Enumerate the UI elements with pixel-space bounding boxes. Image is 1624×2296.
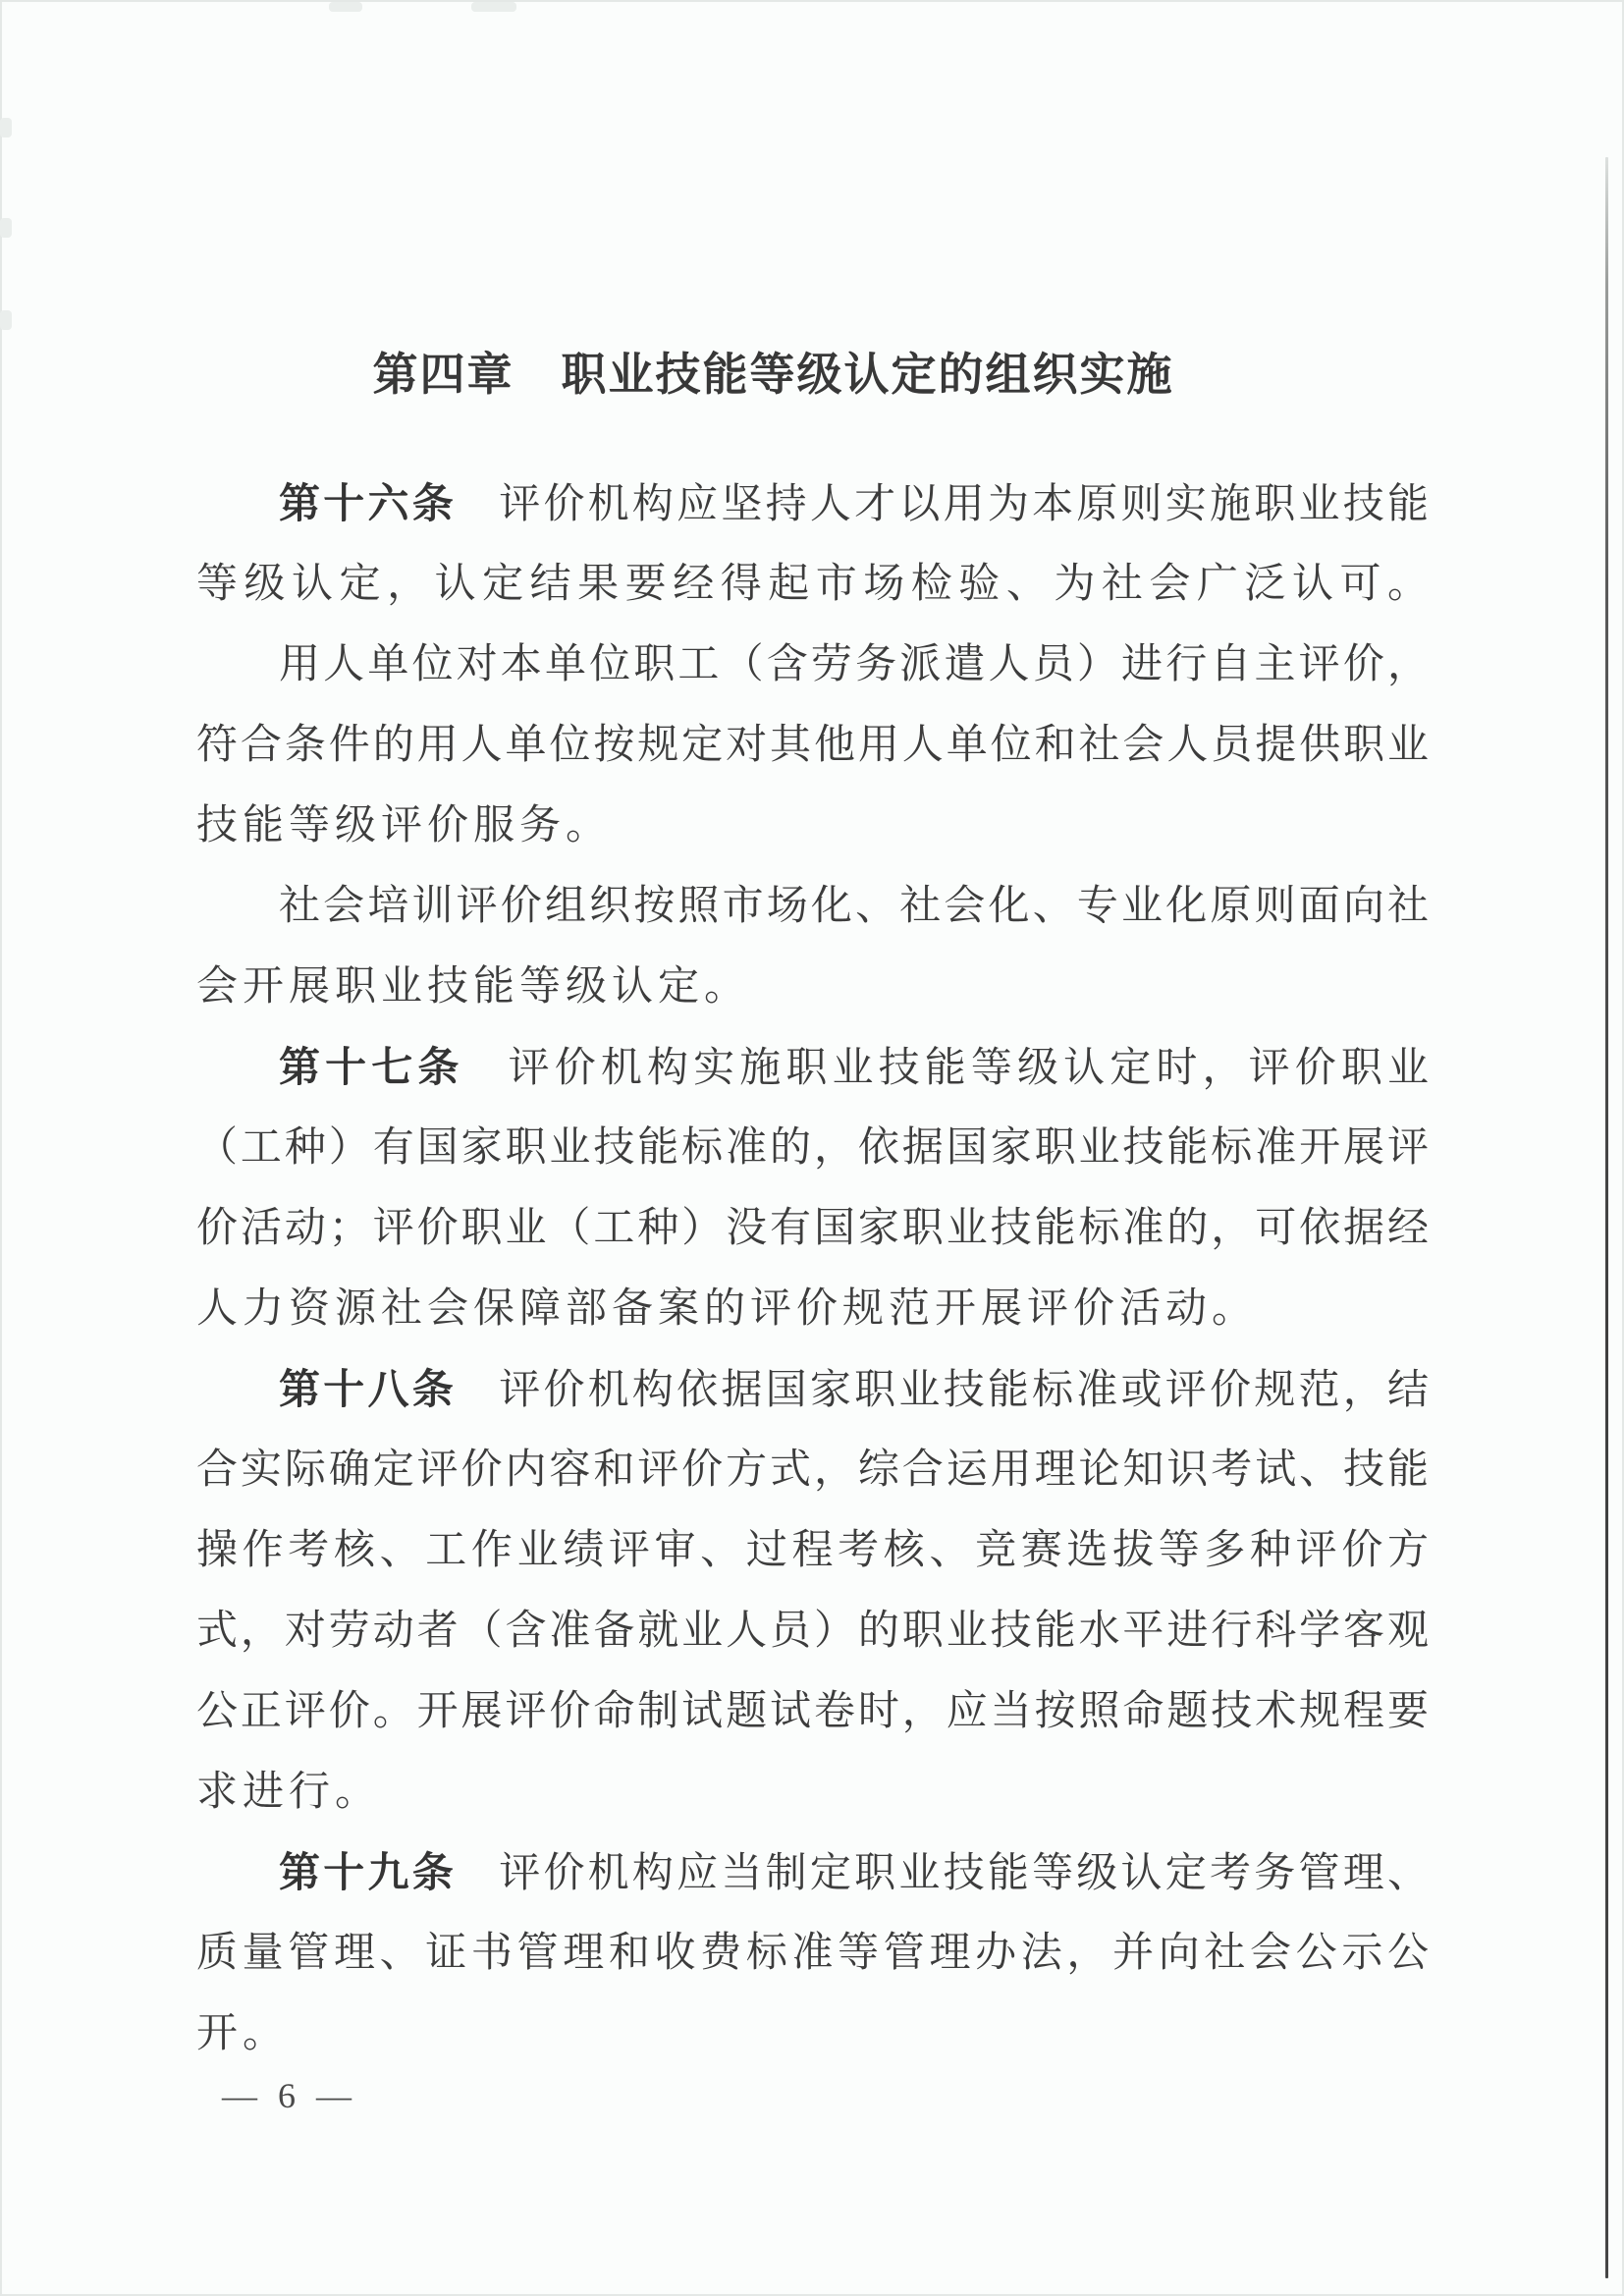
body-text-line — [196, 1510, 1429, 1591]
body-text-line — [196, 1832, 1429, 1913]
line-text: 评价机构实施职业技能等级认定时，评价职业 — [503, 1046, 1429, 1091]
line-text: （工种）有国家职业技能标准的，依据国家职业技能标准开展评 — [196, 1125, 1429, 1171]
body-text-line — [196, 1349, 1429, 1430]
line-text: 评价机构应当制定职业技能等级认定考务管理、 — [495, 1851, 1429, 1896]
body-text-line — [196, 1671, 1429, 1752]
document-content — [196, 0, 1429, 2296]
line-text: 式，对劳动者（含准备就业人员）的职业技能水平进行科学客观 — [196, 1609, 1429, 1654]
line-text: 评价机构依据国家职业技能标准或评价规范，结 — [495, 1368, 1429, 1413]
scan-speck-artifact — [0, 218, 12, 238]
scan-speck-artifact — [0, 310, 12, 330]
line-text: 合实际确定评价内容和评价方式，综合运用理论知识考试、技能 — [196, 1448, 1429, 1493]
body-text-line — [196, 1188, 1429, 1269]
body-text-line — [196, 866, 1429, 947]
article-number: 第十七条 — [279, 1044, 464, 1090]
body-text-line — [196, 625, 1429, 705]
body-text-line — [196, 705, 1429, 786]
body-text-line — [196, 1108, 1429, 1188]
document-body — [196, 464, 1429, 2074]
body-text-line — [196, 1752, 1429, 1832]
body-text-line — [196, 786, 1429, 866]
page-number: — 6 — — [222, 2076, 357, 2115]
scan-edge-artifact — [1605, 157, 1608, 2278]
line-text: 公正评价。开展评价命制试题试卷时，应当按照命题技术规程要 — [196, 1689, 1429, 1734]
article-number: 第十八条 — [279, 1366, 457, 1412]
line-text: 评价机构应坚持人才以用为本原则实施职业技能 — [495, 482, 1429, 527]
scan-speck-artifact — [329, 2, 362, 12]
body-text-line — [196, 464, 1429, 544]
body-text-line — [196, 947, 1429, 1027]
line-text: 符合条件的用人单位按规定对其他用人单位和社会人员提供职业 — [196, 723, 1429, 768]
line-text: 开。 — [196, 2011, 290, 2056]
article-number: 第十六条 — [279, 480, 457, 526]
line-text: 技能等级评价服务。 — [196, 803, 613, 848]
line-text: 用人单位对本单位职工（含劳务派遣人员）进行自主评价， — [279, 642, 1429, 687]
chapter-heading: 第四章 职业技能等级认定的组织实施 — [372, 349, 1174, 400]
line-text: 人力资源社会保障部备案的评价规范开展评价活动。 — [196, 1286, 1259, 1332]
line-text: 操作考核、工作业绩评审、过程考核、竞赛选拔等多种评价方 — [196, 1528, 1429, 1573]
line-text: 等级认定，认定结果要经得起市场检验、为社会广泛认可。 — [196, 562, 1429, 607]
scan-speck-artifact — [0, 118, 12, 137]
body-text-line — [196, 1027, 1429, 1108]
line-text: 价活动；评价职业（工种）没有国家职业技能标准的，可依据经 — [196, 1206, 1429, 1251]
body-text-line — [196, 1913, 1429, 1994]
line-text: 社会培训评价组织按照市场化、社会化、专业化原则面向社 — [279, 884, 1429, 929]
line-text: 求进行。 — [196, 1770, 382, 1815]
line-text: 会开展职业技能等级认定。 — [196, 964, 751, 1010]
scan-speck-artifact — [471, 2, 516, 12]
body-text-line — [196, 544, 1429, 625]
line-text: 质量管理、证书管理和收费标准等管理办法，并向社会公示公 — [196, 1931, 1429, 1976]
body-text-line — [196, 1269, 1429, 1349]
body-text-line — [196, 1430, 1429, 1510]
article-number: 第十九条 — [279, 1849, 457, 1895]
body-text-line — [196, 1591, 1429, 1671]
body-text-line — [196, 1994, 1429, 2074]
